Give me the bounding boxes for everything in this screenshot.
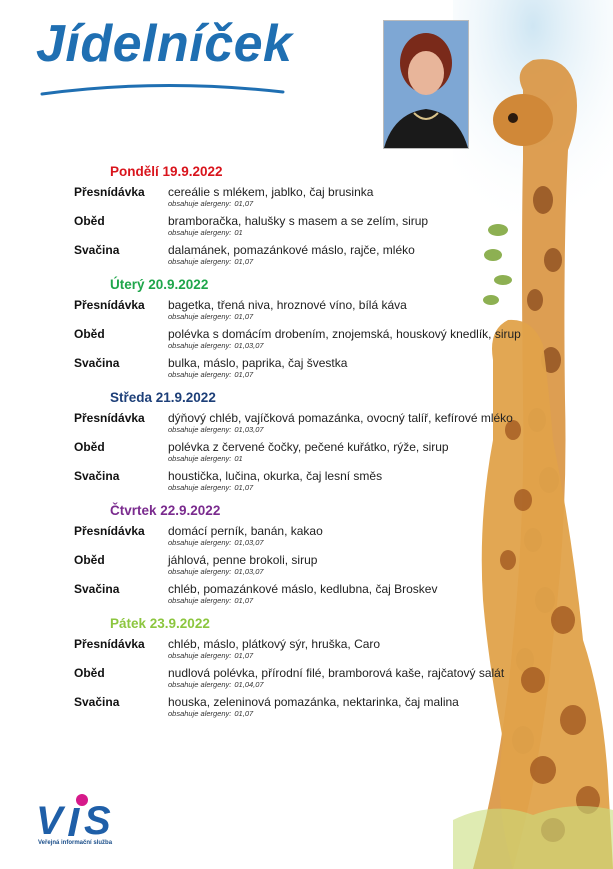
meal-food: houstička, lučina, okurka, čaj lesní směs [168, 469, 383, 483]
allergen-note [168, 199, 253, 208]
allergen-codes: 01,07 [234, 483, 254, 492]
meal-row [74, 327, 544, 353]
day-heading: Úterý 20.9.2022 [110, 277, 209, 292]
allergen-codes: 01,03,07 [234, 341, 264, 350]
allergen-codes: 01,07 [234, 596, 254, 605]
meal-row [74, 243, 544, 269]
meal-row [74, 582, 544, 608]
day-heading: Pátek 23.9.2022 [110, 616, 210, 631]
allergen-codes: 01 [234, 228, 243, 237]
meal-row [74, 440, 544, 466]
allergen-label: obsahuje alergeny: [168, 538, 232, 547]
meal-label: Oběd [74, 214, 105, 228]
meal-label: Oběd [74, 327, 105, 341]
meal-label: Oběd [74, 553, 105, 567]
meal-label: Oběd [74, 440, 105, 454]
allergen-label: obsahuje alergeny: [168, 454, 232, 463]
meal-row [74, 298, 544, 324]
meal-food: dalamánek, pomazánkové máslo, rajče, mléko [168, 243, 415, 257]
meal-label: Přesnídávka [74, 185, 145, 199]
meal-label: Svačina [74, 356, 120, 370]
allergen-codes: 01,07 [234, 709, 254, 718]
allergen-label: obsahuje alergeny: [168, 228, 232, 237]
allergen-note [168, 538, 264, 547]
allergen-label: obsahuje alergeny: [168, 596, 232, 605]
meal-row [74, 356, 544, 382]
allergen-label: obsahuje alergeny: [168, 651, 232, 660]
allergen-note [168, 228, 243, 237]
meal-food: chléb, máslo, plátkový sýr, hruška, Caro [168, 637, 381, 651]
teacher-photo [383, 20, 469, 149]
meal-row [74, 524, 544, 550]
allergen-label: obsahuje alergeny: [168, 199, 232, 208]
meal-row [74, 214, 544, 240]
allergen-label: obsahuje alergeny: [168, 257, 232, 266]
meal-food: chléb, pomazánkové máslo, kedlubna, čaj Broskev [168, 582, 438, 596]
meal-row [74, 637, 544, 663]
meal-food: jáhlová, penne brokoli, sirup [168, 553, 318, 567]
allergen-note [168, 454, 243, 463]
meal-food: bulka, máslo, paprika, čaj švestka [168, 356, 348, 370]
allergen-label: obsahuje alergeny: [168, 680, 232, 689]
allergen-label: obsahuje alergeny: [168, 370, 232, 379]
allergen-note [168, 680, 264, 689]
allergen-note [168, 341, 264, 350]
meal-food: nudlová polévka, přírodní filé, bramborová kaše, rajčatový salát [168, 666, 505, 680]
meal-row [74, 666, 544, 692]
page-title: Jídelníček [36, 15, 293, 73]
allergen-codes: 01,07 [234, 370, 254, 379]
day-heading: Čtvrtek 22.9.2022 [110, 503, 221, 518]
meal-label: Svačina [74, 469, 120, 483]
allergen-codes: 01,07 [234, 312, 254, 321]
svg-text:S: S [84, 799, 111, 843]
allergen-codes: 01,03,07 [234, 538, 264, 547]
svg-text:V: V [36, 799, 63, 843]
allergen-codes: 01,03,07 [234, 567, 264, 576]
meal-food: houska, zeleninová pomazánka, nektarinka, čaj malina [168, 695, 459, 709]
meal-food: bramboračka, halušky s masem a se zelím, sirup [168, 214, 429, 228]
meal-row [74, 553, 544, 579]
meal-food: polévka z červené čočky, pečené kuřátko, rýže, sirup [168, 440, 449, 454]
allergen-codes: 01,03,07 [234, 425, 264, 434]
meal-label: Svačina [74, 243, 120, 257]
allergen-label: obsahuje alergeny: [168, 483, 232, 492]
meal-food: polévka s domácím drobením, znojemská, houskový knedlík, sirup [168, 327, 521, 341]
day-heading: Středa 21.9.2022 [110, 390, 216, 405]
day-heading: Pondělí 19.9.2022 [110, 164, 223, 179]
meal-row [74, 185, 544, 211]
allergen-note [168, 596, 253, 605]
allergen-codes: 01,07 [234, 257, 254, 266]
allergen-label: obsahuje alergeny: [168, 709, 232, 718]
meal-food: dýňový chléb, vajíčková pomazánka, ovocný talíř, kefírové mléko [168, 411, 513, 425]
allergen-label: obsahuje alergeny: [168, 312, 232, 321]
meal-food: cereálie s mlékem, jablko, čaj brusinka [168, 185, 374, 199]
allergen-label: obsahuje alergeny: [168, 425, 232, 434]
allergen-note [168, 370, 253, 379]
meal-food: domácí perník, banán, kakao [168, 524, 323, 538]
meal-row [74, 469, 544, 495]
meal-label: Oběd [74, 666, 105, 680]
allergen-codes: 01 [234, 454, 243, 463]
logo-subtitle: Veřejná informační služba [38, 840, 113, 846]
allergen-label: obsahuje alergeny: [168, 567, 232, 576]
allergen-note [168, 483, 253, 492]
meal-label: Přesnídávka [74, 298, 145, 312]
allergen-label: obsahuje alergeny: [168, 341, 232, 350]
meal-label: Přesnídávka [74, 411, 145, 425]
allergen-codes: 01,07 [234, 651, 254, 660]
title-swoosh-decoration [40, 80, 285, 98]
allergen-note [168, 257, 253, 266]
meal-row [74, 695, 544, 721]
allergen-note [168, 567, 264, 576]
allergen-note [168, 651, 253, 660]
meal-label: Svačina [74, 695, 120, 709]
allergen-note [168, 312, 253, 321]
meal-label: Přesnídávka [74, 637, 145, 651]
meal-food: bagetka, třená niva, hroznové víno, bílá káva [168, 298, 407, 312]
allergen-note [168, 709, 253, 718]
allergen-codes: 01,07 [234, 199, 254, 208]
meal-row [74, 411, 544, 437]
meal-label: Přesnídávka [74, 524, 145, 538]
allergen-note [168, 425, 264, 434]
meal-label: Svačina [74, 582, 120, 596]
allergen-codes: 01,04,07 [234, 680, 264, 689]
